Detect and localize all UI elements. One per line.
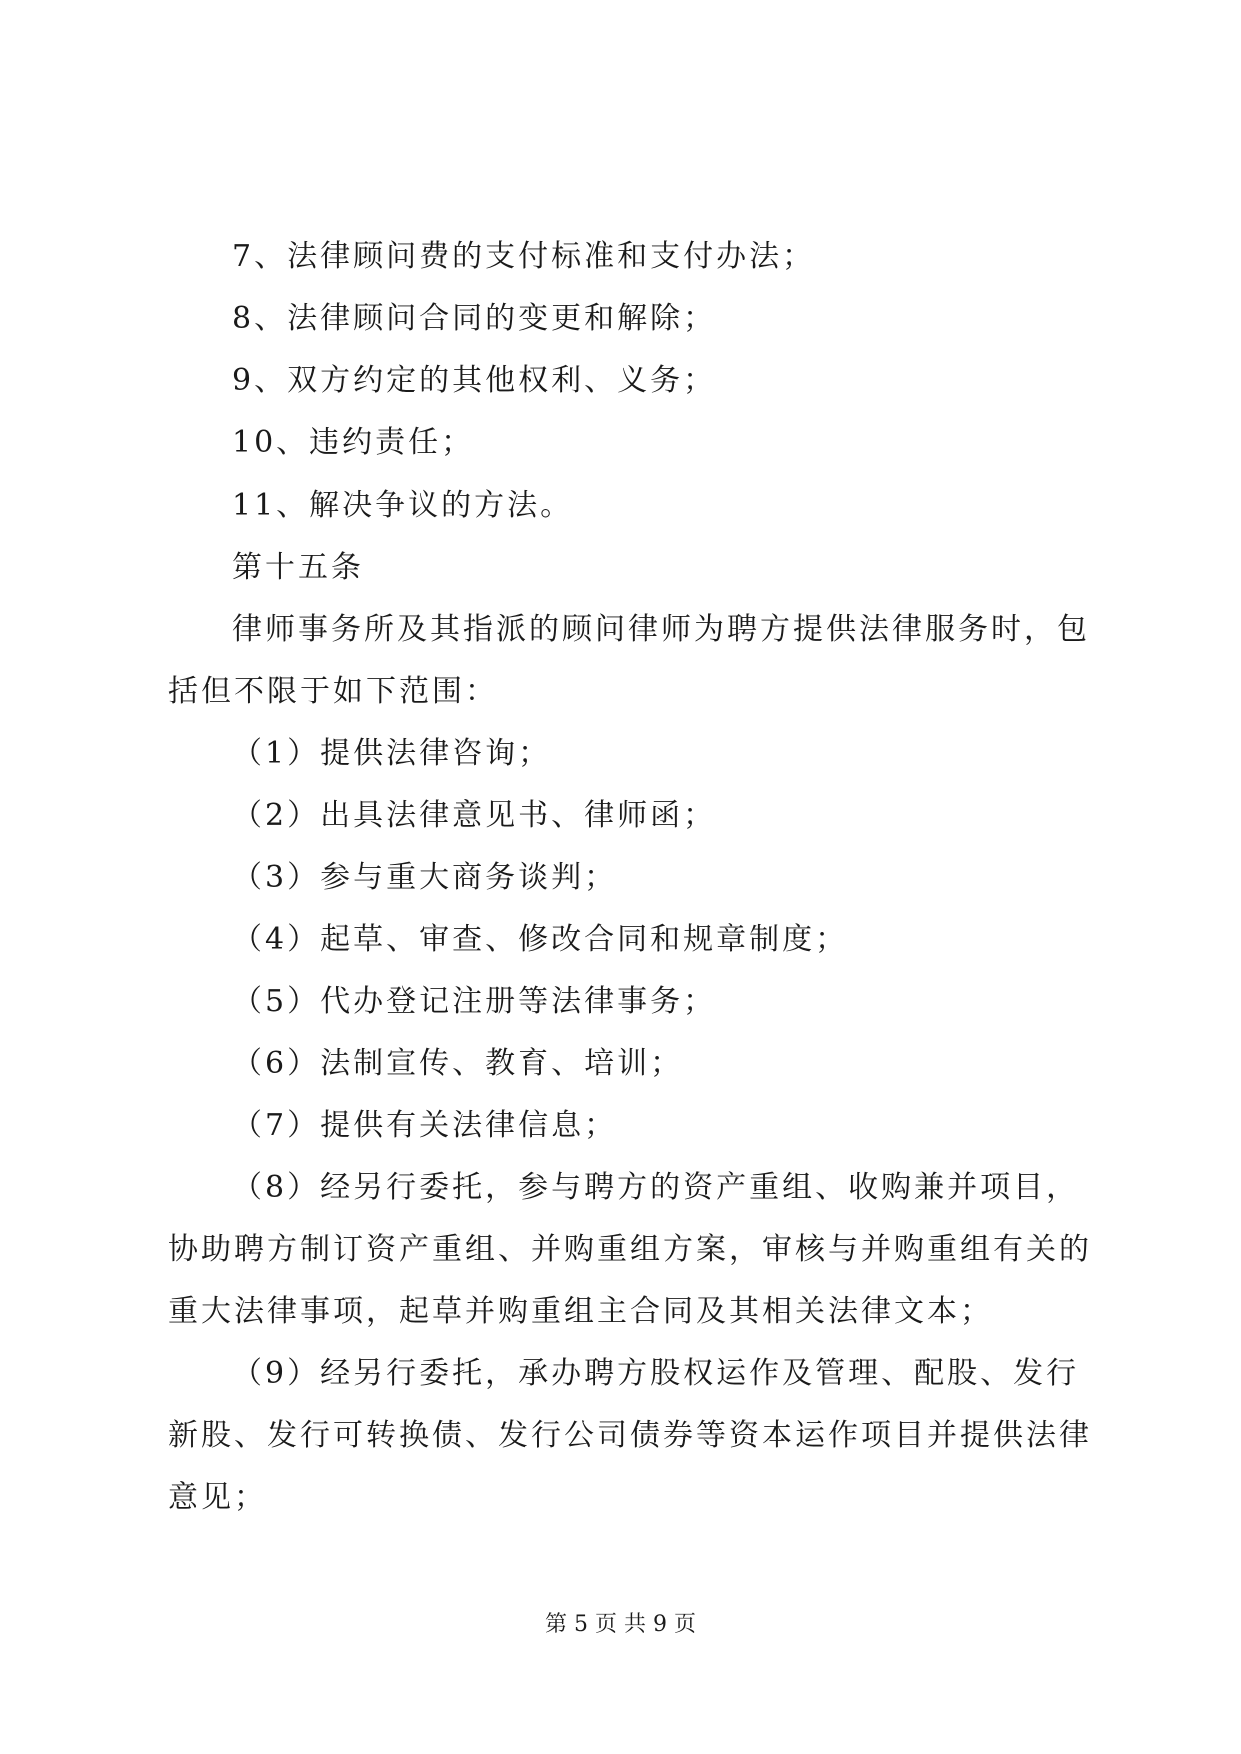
scope-item-6: （6）法制宣传、教育、培训； xyxy=(232,1046,684,1081)
scope-item-9-cont: 新股、发行可转换债、发行公司债券等资本运作项目并提供法律 xyxy=(168,1418,1092,1453)
scope-item-8: （8）经另行委托，参与聘方的资产重组、收购兼并项目， xyxy=(232,1170,1080,1205)
scope-item-9: （9）经另行委托，承办聘方股权运作及管理、配股、发行 xyxy=(232,1356,1080,1391)
scope-item-4: （4）起草、审查、修改合同和规章制度； xyxy=(232,922,849,957)
scope-item-8-cont: 重大法律事项，起草并购重组主合同及其相关法律文本； xyxy=(168,1294,993,1329)
article-heading: 第十五条 xyxy=(232,550,364,585)
page-number-footer: 第 5 页 共 9 页 xyxy=(545,1612,696,1637)
scope-item-7: （7）提供有关法律信息； xyxy=(232,1108,618,1143)
list-item-10: 10、违约责任； xyxy=(232,425,475,460)
paragraph-line: 括但不限于如下范围： xyxy=(168,674,498,709)
scope-item-3: （3）参与重大商务谈判； xyxy=(232,860,618,895)
paragraph-line: 律师事务所及其指派的顾问律师为聘方提供法律服务时，包 xyxy=(232,612,1090,647)
list-item-11: 11、解决争议的方法。 xyxy=(232,488,574,523)
scope-item-5: （5）代办登记注册等法律事务； xyxy=(232,984,717,1019)
list-item-7: 7、法律顾问费的支付标准和支付办法； xyxy=(232,239,816,274)
scope-item-9-cont: 意见； xyxy=(168,1480,267,1515)
scope-item-2: （2）出具法律意见书、律师函； xyxy=(232,798,717,833)
list-item-8: 8、法律顾问合同的变更和解除； xyxy=(232,301,717,336)
scope-item-8-cont: 协助聘方制订资产重组、并购重组方案，审核与并购重组有关的 xyxy=(168,1232,1092,1267)
list-item-9: 9、双方约定的其他权利、义务； xyxy=(232,363,717,398)
scope-item-1: （1）提供法律咨询； xyxy=(232,736,552,771)
